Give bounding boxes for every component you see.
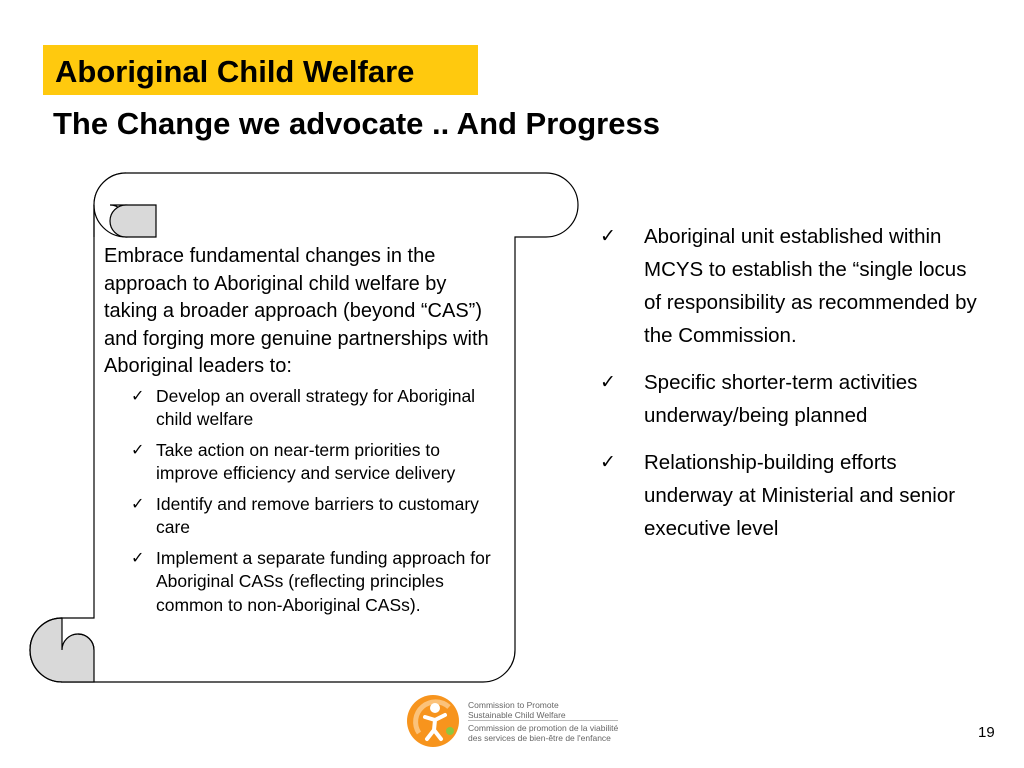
list-item: ✓ Relationship-building efforts underway at Ministerial and senior executive level (600, 446, 980, 545)
checkmark-icon: ✓ (600, 452, 616, 473)
list-item: ✓ Develop an overall strategy for Aboriginal child welfare (131, 385, 476, 429)
commission-logo-icon (405, 693, 465, 749)
scroll-list (104, 385, 504, 618)
list-item: ✓ Take action on near-term priorities to improve efficiency and service delivery (131, 439, 456, 483)
progress-list (600, 220, 980, 559)
list-item: ✓ Identify and remove barriers to customary care (131, 493, 479, 537)
checkmark-icon: ✓ (131, 387, 145, 405)
slide-subtitle: The Change we advocate .. And Progress (53, 106, 660, 141)
checkmark-icon: ✓ (600, 372, 616, 393)
list-item: ✓ Implement a separate funding approach for Aboriginal CASs (reflecting principles common to non-Aboriginal CASs). (131, 547, 491, 615)
checkmark-icon: ✓ (131, 549, 145, 567)
logo-text-fr: Commission de promotion de la viabilité des services de bien-être de l'enfance (468, 723, 619, 743)
checkmark-icon: ✓ (131, 495, 145, 513)
logo-text-en: Commission to Promote Sustainable Child Welfare (468, 700, 566, 720)
logo-divider (468, 720, 618, 721)
scroll-content (104, 243, 504, 624)
list-item: ✓ Aboriginal unit established within MCYS to establish the “single locus of responsibility as recommended by the Commission. (600, 220, 980, 352)
list-item: ✓ Specific shorter-term activities underway/being planned (600, 366, 980, 432)
checkmark-icon: ✓ (131, 441, 145, 459)
checkmark-icon: ✓ (600, 226, 616, 247)
slide-title: Aboriginal Child Welfare (55, 54, 415, 89)
scroll-intro: Embrace fundamental changes in the approach to Aboriginal child welfare by taking a broader approach (beyond “CAS”) and forging more genuine partnerships with Aboriginal leaders to: (104, 245, 489, 377)
page-number: 19 (978, 724, 995, 741)
